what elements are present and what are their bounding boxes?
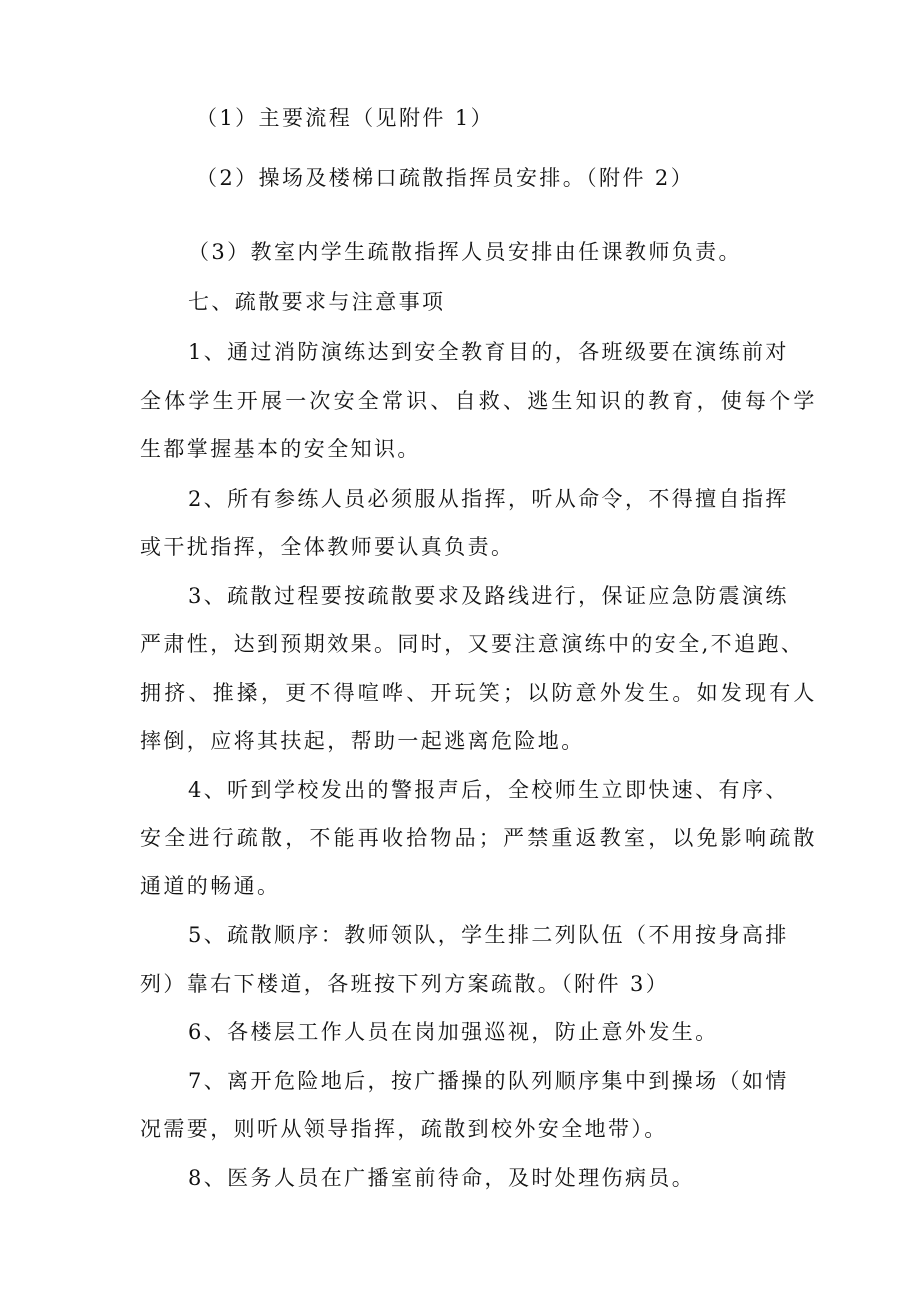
item-main-process: （1）主要流程（见附件 1） — [196, 106, 494, 130]
paragraph-4-line-1: 4、听到学校发出的警报声后，全校师生立即快速、有序、 — [188, 778, 789, 802]
section-heading-requirements: 七、疏散要求与注意事项 — [188, 290, 446, 314]
paragraph-7-line-1: 7、离开危险地后，按广播操的队列顺序集中到操场（如情 — [188, 1069, 789, 1093]
paragraph-8-line-1: 8、医务人员在广播室前待命，及时处理伤病员。 — [188, 1166, 696, 1190]
paragraph-5-line-1: 5、疏散顺序：教师领队，学生排二列队伍（不用按身高排 — [188, 923, 789, 947]
item-commander-arrangement: （2）操场及楼梯口疏散指挥员安排。（附件 2） — [196, 166, 695, 190]
paragraph-3-line-3: 拥挤、推搡，更不得喧哗、开玩笑；以防意外发生。如发现有人 — [140, 681, 818, 705]
paragraph-7-line-2: 况需要，则听从领导指挥，疏散到校外安全地带）。 — [140, 1117, 668, 1141]
paragraph-3-line-1: 3、疏散过程要按疏散要求及路线进行，保证应急防震演练 — [188, 584, 789, 608]
paragraph-4-line-2: 安全进行疏散，不能再收拾物品；严禁重返教室，以免影响疏散 — [140, 826, 818, 850]
item-classroom-arrangement: （3）教室内学生疏散指挥人员安排由任课教师负责。 — [188, 240, 742, 264]
paragraph-3-line-2: 严肃性，达到预期效果。同时，又要注意演练中的安全,不追跑、 — [140, 632, 805, 656]
paragraph-6-line-1: 6、各楼层工作人员在岗加强巡视，防止意外发生。 — [188, 1020, 719, 1044]
paragraph-4-line-3: 通道的畅通。 — [140, 874, 281, 898]
paragraph-1-line-3: 生都掌握基本的安全知识。 — [140, 437, 421, 461]
paragraph-2-line-1: 2、所有参练人员必须服从指挥，听从命令，不得擅自指挥 — [188, 487, 789, 511]
paragraph-1-line-2: 全体学生开展一次安全常识、自救、逃生知识的教育，使每个学 — [140, 389, 818, 413]
paragraph-2-line-2: 或干扰指挥，全体教师要认真负责。 — [140, 535, 515, 559]
paragraph-1-line-1: 1、通过消防演练达到安全教育目的，各班级要在演练前对 — [188, 340, 789, 364]
paragraph-5-line-2: 列）靠右下楼道，各班按下列方案疏散。（附件 3） — [140, 972, 670, 996]
paragraph-3-line-4: 摔倒，应将其扶起，帮助一起逃离危险地。 — [140, 729, 585, 753]
